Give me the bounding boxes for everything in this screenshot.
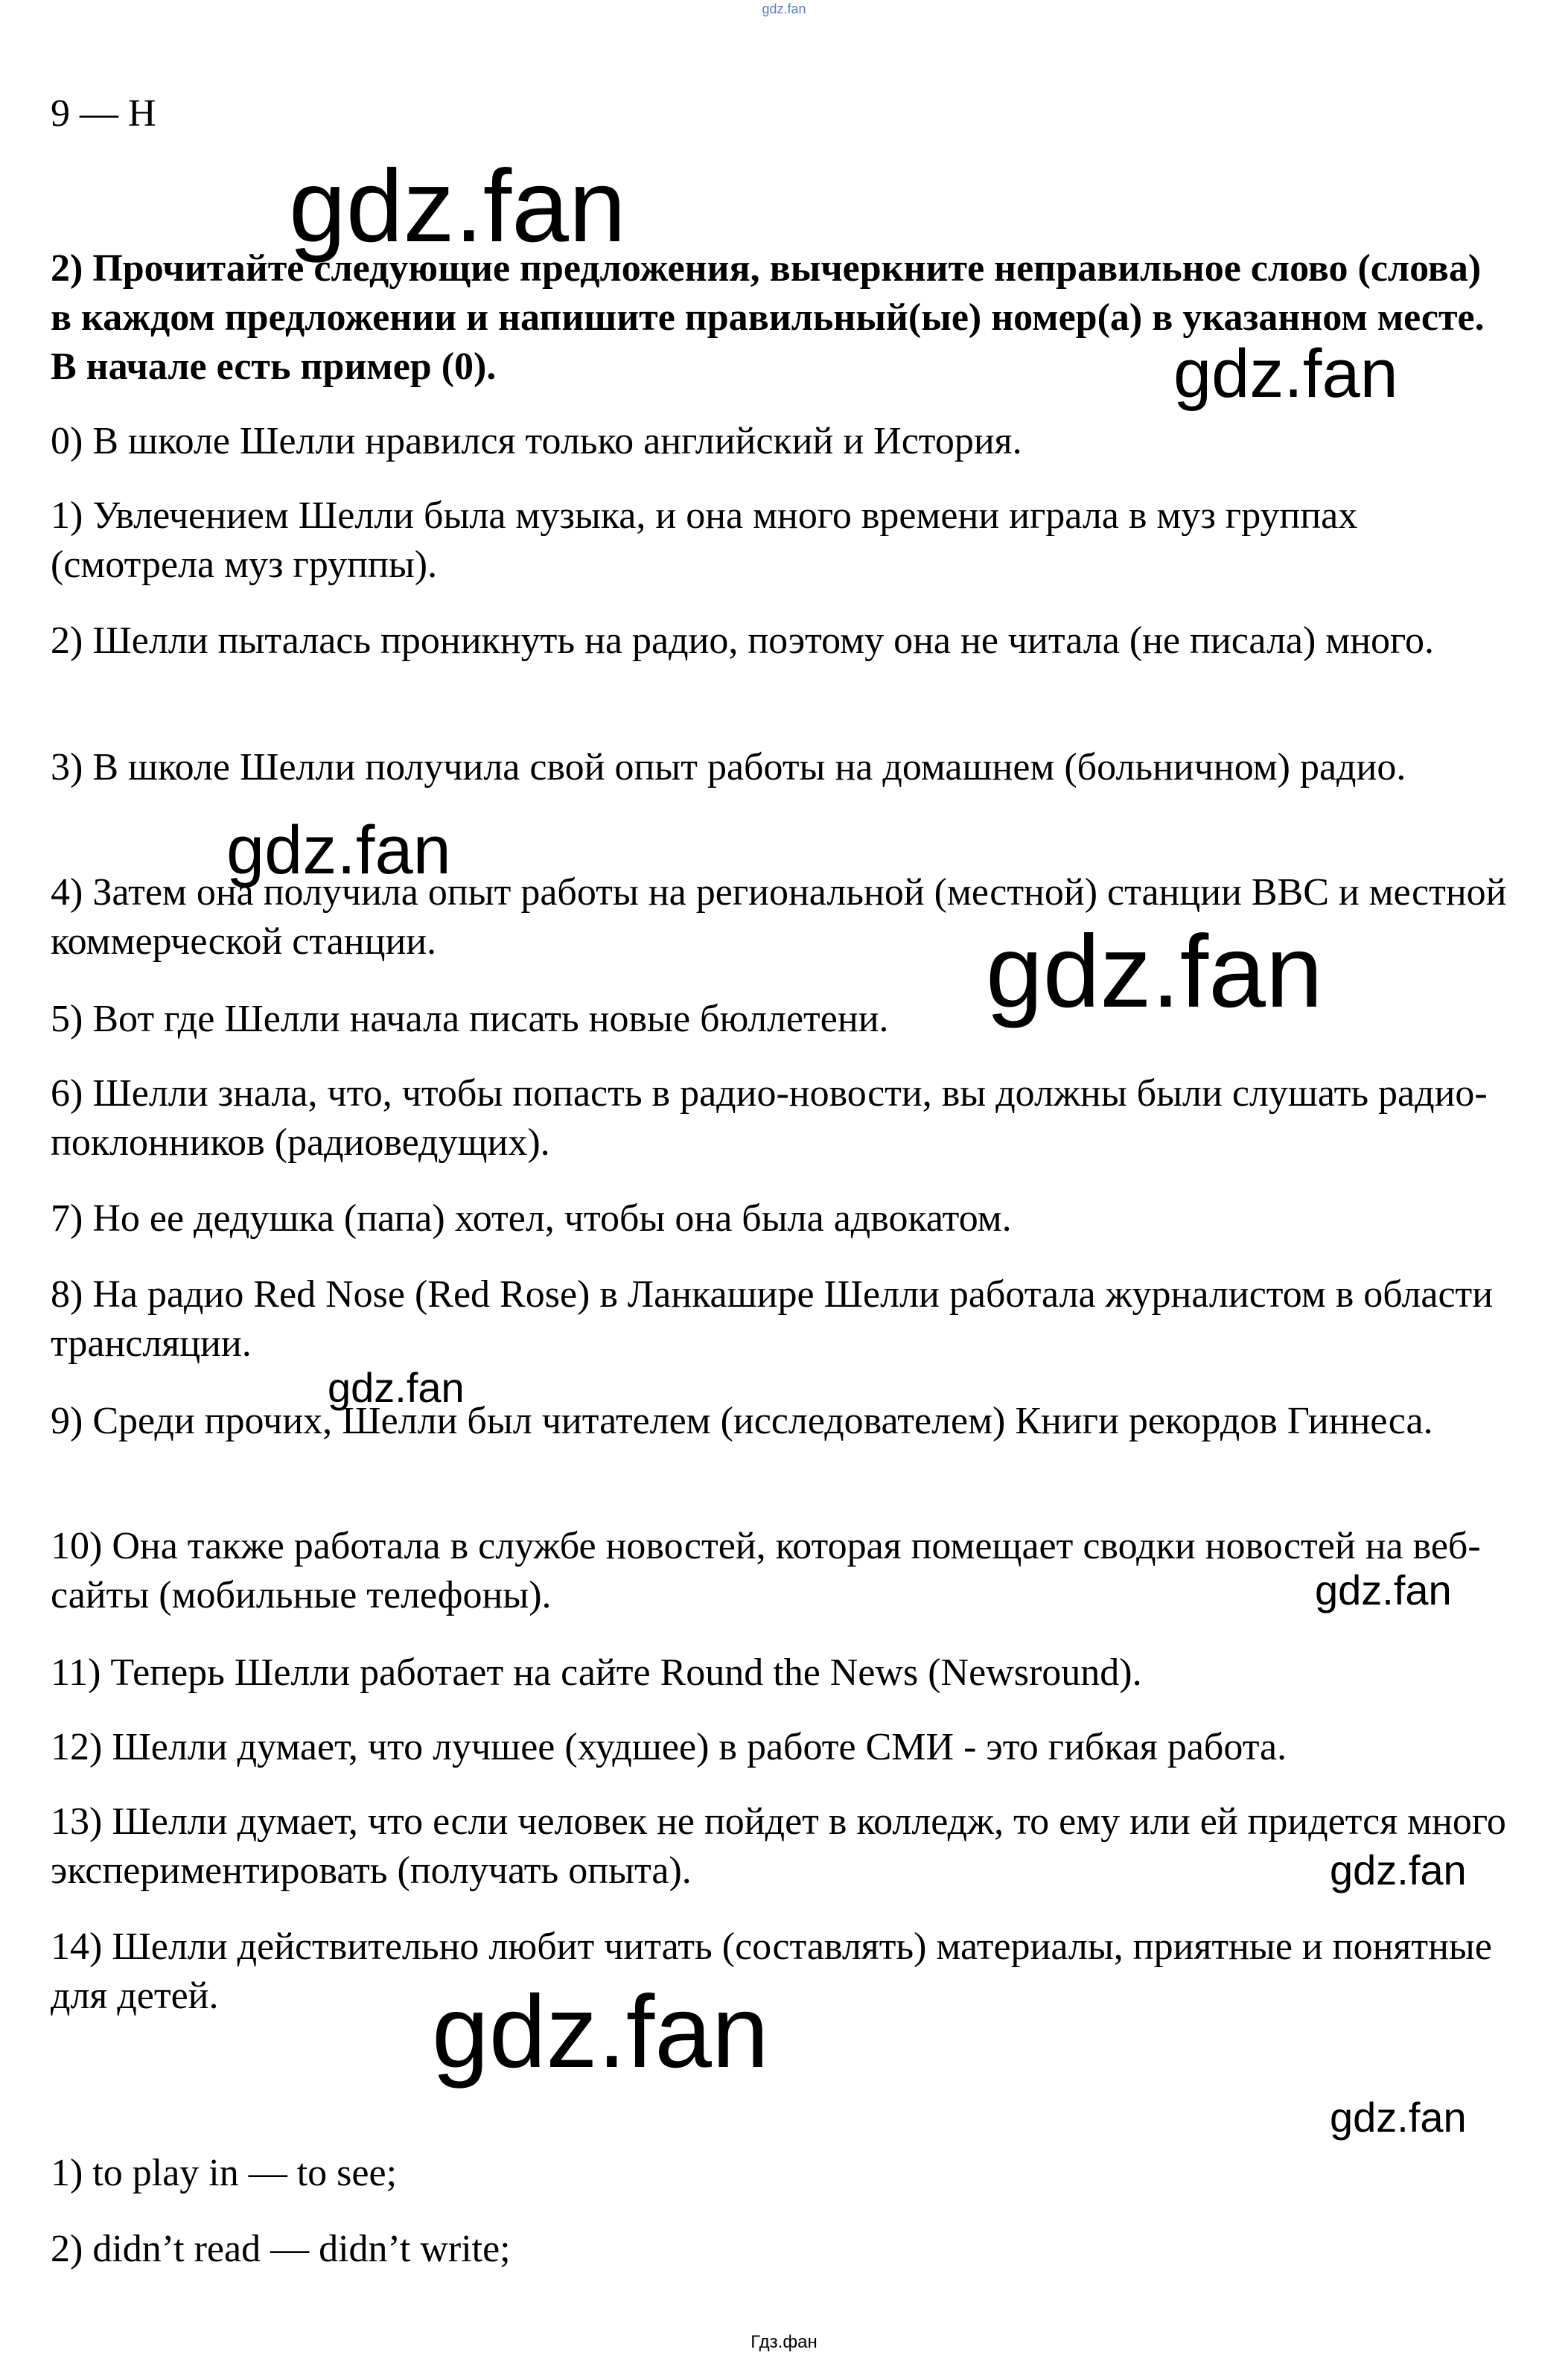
watermark: gdz.fan	[1330, 2094, 1467, 2141]
watermark: gdz.fan	[1173, 336, 1398, 412]
watermark: gdz.fan	[432, 1975, 769, 2089]
page-number: 9 — H	[51, 92, 156, 135]
watermark: gdz.fan	[226, 812, 451, 888]
sentence-0: 0) В школе Шелли нравился только английский и История.	[51, 420, 1022, 462]
answer-1: 1) to play in — to see;	[51, 2152, 398, 2194]
sentence-13: 13) Шелли думает, что если человек не пойдет в колледж, то ему или ей придется много экспериментировать (получать опыта).	[51, 1800, 1506, 1892]
sentence-5: 5) Вот где Шелли начала писать новые бюллетени.	[51, 998, 889, 1040]
sentence-9: 9) Среди прочих, Шелли был читателем (исследователем) Книги рекордов Гиннеса.	[51, 1400, 1433, 1442]
watermark: gdz.fan	[986, 914, 1323, 1029]
watermark: gdz.fan	[1315, 1567, 1452, 1613]
sentence-10: 10) Она также работала в службе новостей, которая помещает сводки новостей на веб-сайты (мобильные телефоны).	[51, 1525, 1481, 1616]
sentence-2: 2) Шелли пыталась проникнуть на радио, поэтому она не читала (не писала) много.	[51, 619, 1435, 662]
sentence-3: 3) В школе Шелли получила свой опыт работы на домашнем (больничном) радио.	[51, 746, 1406, 789]
sentence-1: 1) Увлечением Шелли была музыка, и она много времени играла в муз группах (смотрела муз группы).	[51, 494, 1358, 586]
sentence-11: 11) Теперь Шелли работает на сайте Round the News (Newsround).	[51, 1651, 1142, 1694]
sentence-12: 12) Шелли думает, что лучшее (худшее) в работе СМИ - это гибкая работа.	[51, 1726, 1287, 1768]
task-heading: 2) Прочитайте следующие предложения, вычеркните неправильное слово (слова) в каждом предложении и напишите правильный(ые) номер(а) в указанном месте. В начале есть пример (0).	[51, 247, 1485, 388]
sentence-6: 6) Шелли знала, что, чтобы попасть в радио-новости, вы должны были слушать радио-поклонников (радиоведущих).	[51, 1072, 1488, 1164]
watermark: gdz.fan	[1330, 1847, 1467, 1893]
sentence-4: 4) Затем она получила опыт работы на региональной (местной) станции BBC и местной коммерческой станции.	[51, 871, 1507, 963]
sentence-7: 7) Но ее дедушка (папа) хотел, чтобы она была адвокатом.	[51, 1197, 1012, 1240]
watermark: gdz.fan	[289, 149, 626, 264]
sentence-14: 14) Шелли действительно любит читать (составлять) материалы, приятные и понятные для детей.	[51, 1925, 1492, 2017]
header-watermark: gdz.fan	[762, 1, 806, 16]
sentence-8: 8) На радио Red Nose (Red Rose) в Ланкашире Шелли работала журналистом в области трансляции.	[51, 1273, 1494, 1365]
answer-2: 2) didn’t read — didn’t write;	[51, 2228, 511, 2270]
footer-text: Гдз.фан	[750, 2332, 818, 2352]
watermark: gdz.fan	[328, 1364, 465, 1411]
